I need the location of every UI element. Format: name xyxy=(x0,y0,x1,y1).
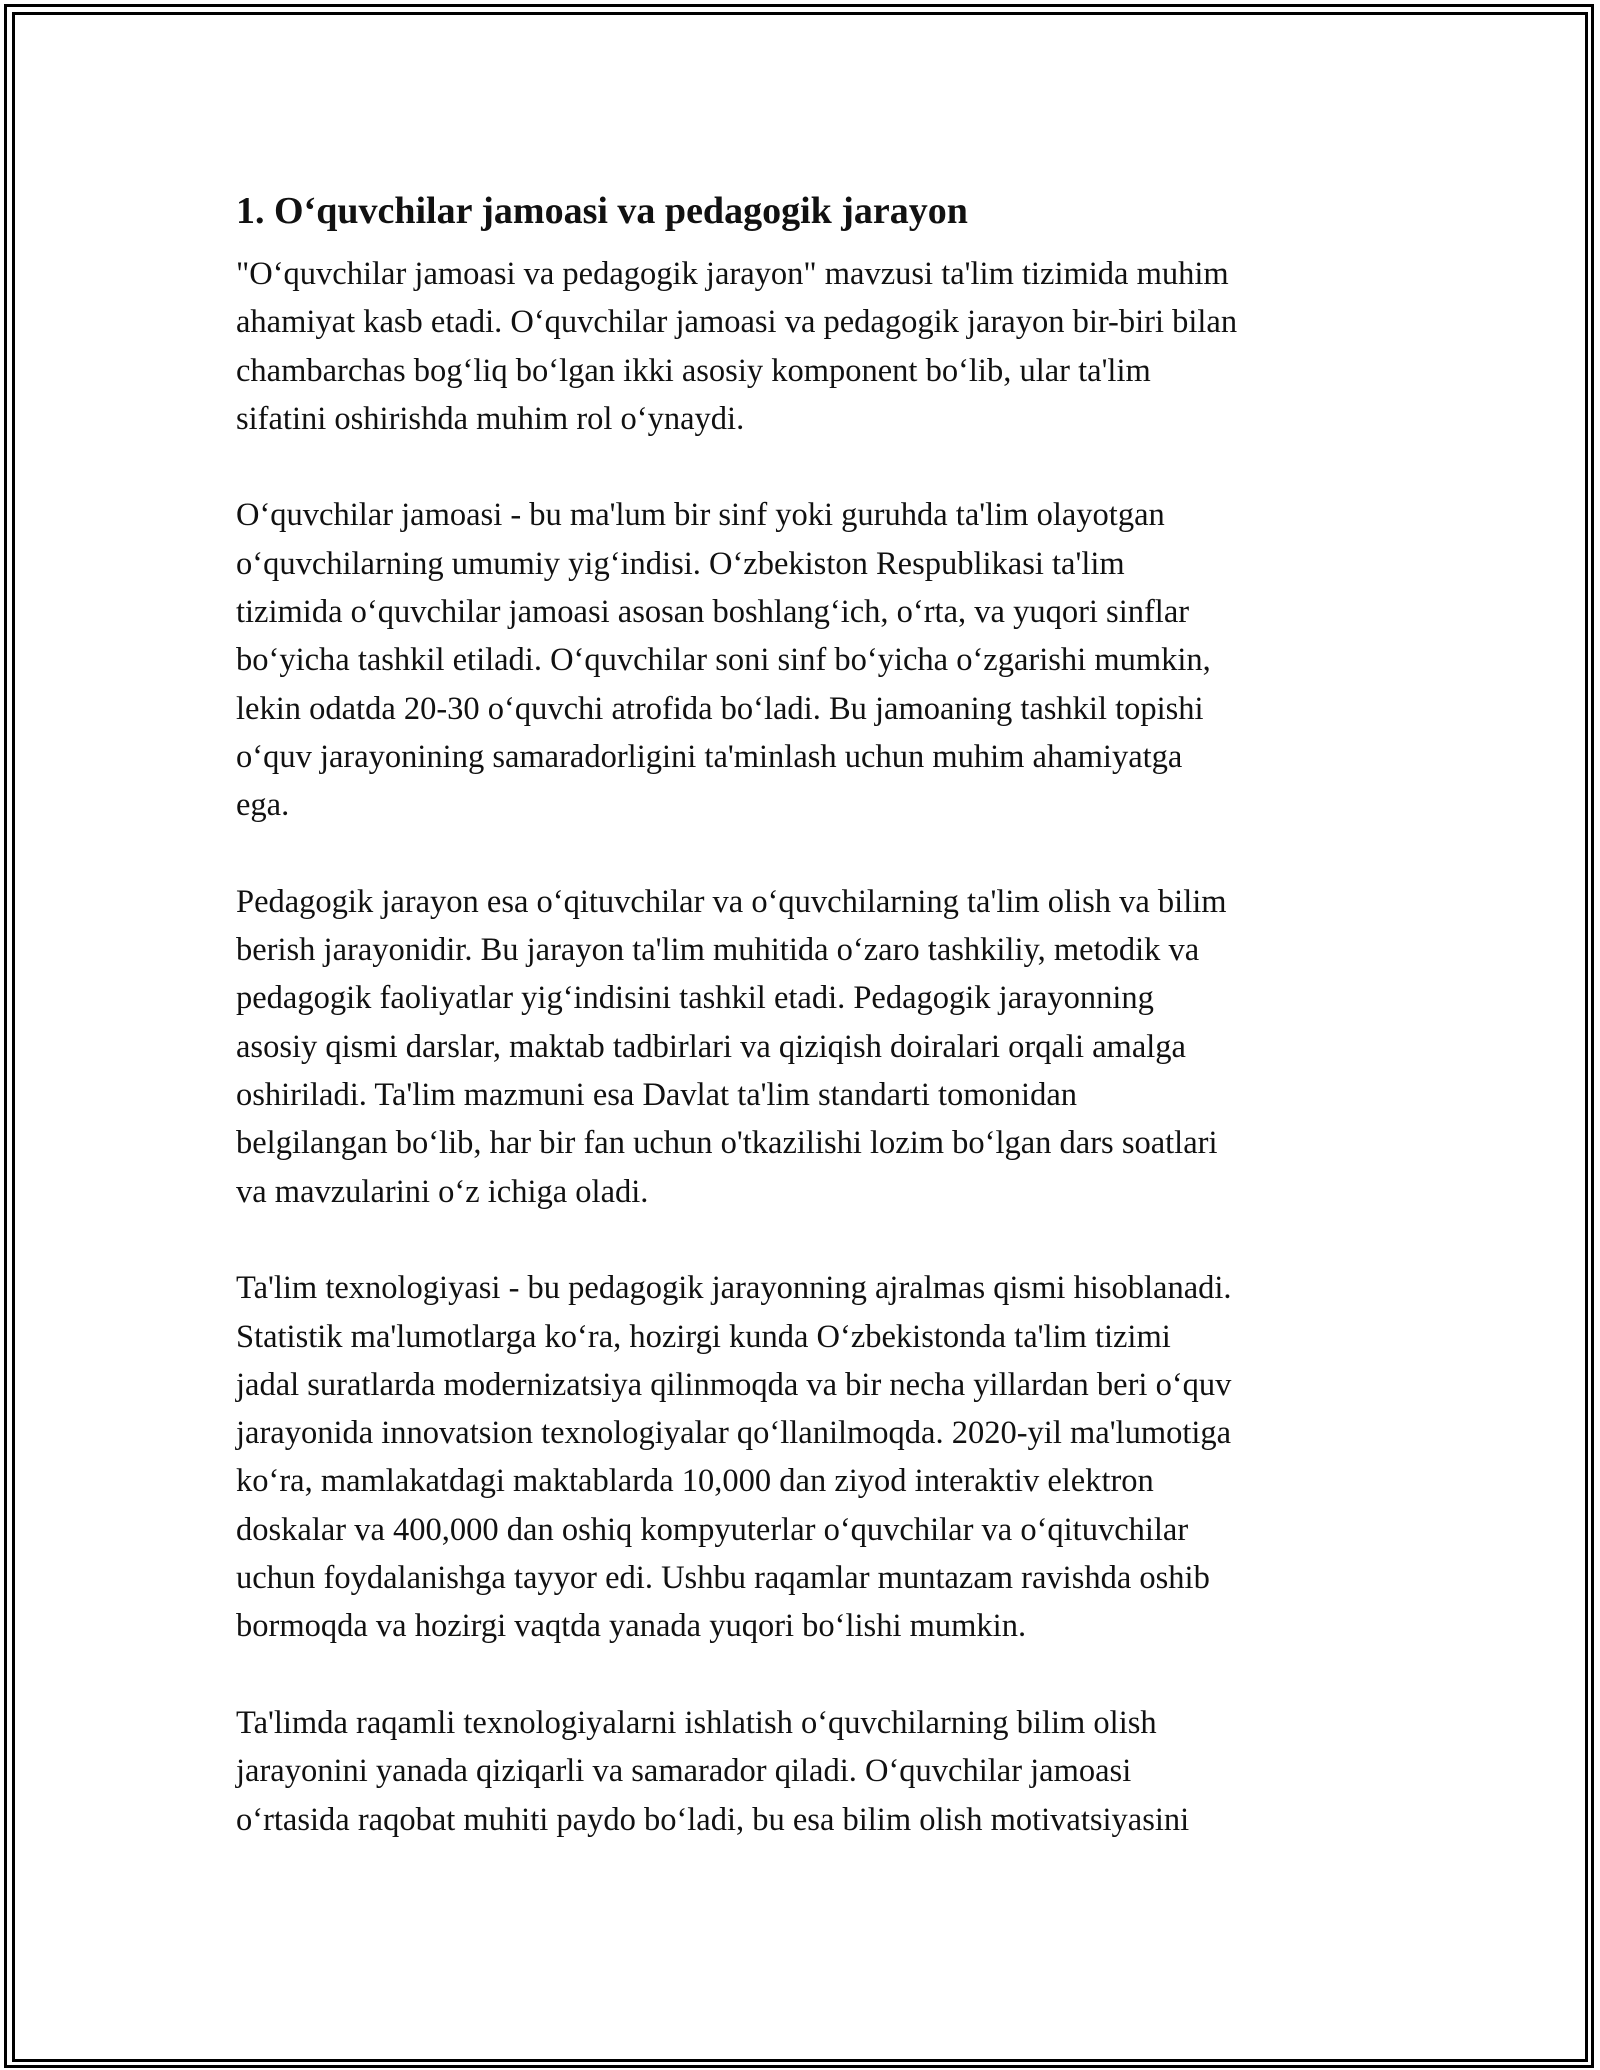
text-line: belgilangan bo‘lib, har bir fan uchun o'tkazilishi lozim bo‘lgan dars soatlari xyxy=(236,1125,1218,1162)
text-line: ahamiyat kasb etadi. O‘quvchilar jamoasi va pedagogik jarayon bir-biri bilan xyxy=(236,304,1238,341)
text-line: ko‘ra, mamlakatdagi maktablarda 10,000 dan ziyod interaktiv elektron xyxy=(236,1463,1154,1500)
text-line: "O‘quvchilar jamoasi va pedagogik jarayon" mavzusi ta'lim tizimida muhim xyxy=(236,256,1229,292)
text-line: o‘quvchilarning umumiy yig‘indisi. O‘zbekiston Respublikasi ta'lim xyxy=(236,545,1125,582)
text-line: Statistik ma'lumotlarga ko‘ra, hozirgi kunda O‘zbekistonda ta'lim tizimi xyxy=(236,1318,1171,1355)
paragraph-1 xyxy=(236,250,1376,443)
section-heading: 1. O‘quvchilar jamoasi va pedagogik jarayon xyxy=(236,190,968,232)
text-line: bo‘yicha tashkil etiladi. O‘quvchilar soni sinf bo‘yicha o‘zgarishi mumkin, xyxy=(236,642,1211,679)
text-line: chambarchas bog‘liq bo‘lgan ikki asosiy komponent bo‘lib, ular ta'lim xyxy=(236,352,1151,389)
text-line: o‘rtasida raqobat muhiti paydo bo‘ladi, bu esa bilim olish motivatsiyasini xyxy=(236,1801,1190,1838)
text-line: jadal suratlarda modernizatsiya qilinmoqda va bir necha yillardan beri o‘quv xyxy=(236,1366,1232,1403)
text-line: lekin odatda 20-30 o‘quvchi atrofida bo‘ladi. Bu jamoaning tashkil topishi xyxy=(236,690,1204,727)
text-line: va mavzularini o‘z ichiga oladi. xyxy=(236,1173,649,1210)
text-line: ega. xyxy=(236,787,290,824)
text-line: Pedagogik jarayon esa o‘qituvchilar va o‘quvchilarning ta'lim olish va bilim xyxy=(236,883,1227,920)
text-line: jarayonini yanada qiziqarli va samarador qiladi. O‘quvchilar jamoasi xyxy=(236,1753,1132,1790)
text-line: berish jarayonidir. Bu jarayon ta'lim muhitida o‘zaro tashkiliy, metodik va xyxy=(236,932,1200,969)
paragraph-5 xyxy=(236,1699,1376,1844)
text-line: Ta'limda raqamli texnologiyalarni ishlatish o‘quvchilarning bilim olish xyxy=(236,1704,1157,1741)
text-line: O‘quvchilar jamoasi - bu ma'lum bir sinf yoki guruhda ta'lim olayotgan xyxy=(236,497,1165,534)
paragraph-2 xyxy=(236,491,1376,829)
text-line: doskalar va 400,000 dan oshiq kompyuterlar o‘quvchilar va o‘qituvchilar xyxy=(236,1511,1189,1548)
paragraph-4 xyxy=(236,1264,1376,1650)
text-line: pedagogik faoliyatlar yig‘indisini tashkil etadi. Pedagogik jarayonning xyxy=(236,980,1154,1017)
text-line: tizimida o‘quvchilar jamoasi asosan boshlang‘ich, o‘rta, va yuqori sinflar xyxy=(236,594,1190,631)
text-line: uchun foydalanishga tayyor edi. Ushbu raqamlar muntazam ravishda oshib xyxy=(236,1560,1210,1597)
text-line: o‘quv jarayonining samaradorligini ta'minlash uchun muhim ahamiyatga xyxy=(236,738,1183,775)
paragraph-3 xyxy=(236,878,1376,1216)
text-line: sifatini oshirishda muhim rol o‘ynaydi. xyxy=(236,400,745,437)
document-body xyxy=(236,186,1376,1892)
text-line: Ta'lim texnologiyasi - bu pedagogik jarayonning ajralmas qismi hisoblanadi. xyxy=(236,1270,1232,1307)
text-line: jarayonida innovatsion texnologiyalar qo‘llanilmoqda. 2020-yil ma'lumotiga xyxy=(236,1415,1232,1452)
text-line: oshiriladi. Ta'lim mazmuni esa Davlat ta'lim standarti tomonidan xyxy=(236,1077,1078,1114)
text-line: asosiy qismi darslar, maktab tadbirlari va qiziqish doiralari orqali amalga xyxy=(236,1028,1186,1065)
text-line: bormoqda va hozirgi vaqtda yanada yuqori bo‘lishi mumkin. xyxy=(236,1608,1027,1645)
